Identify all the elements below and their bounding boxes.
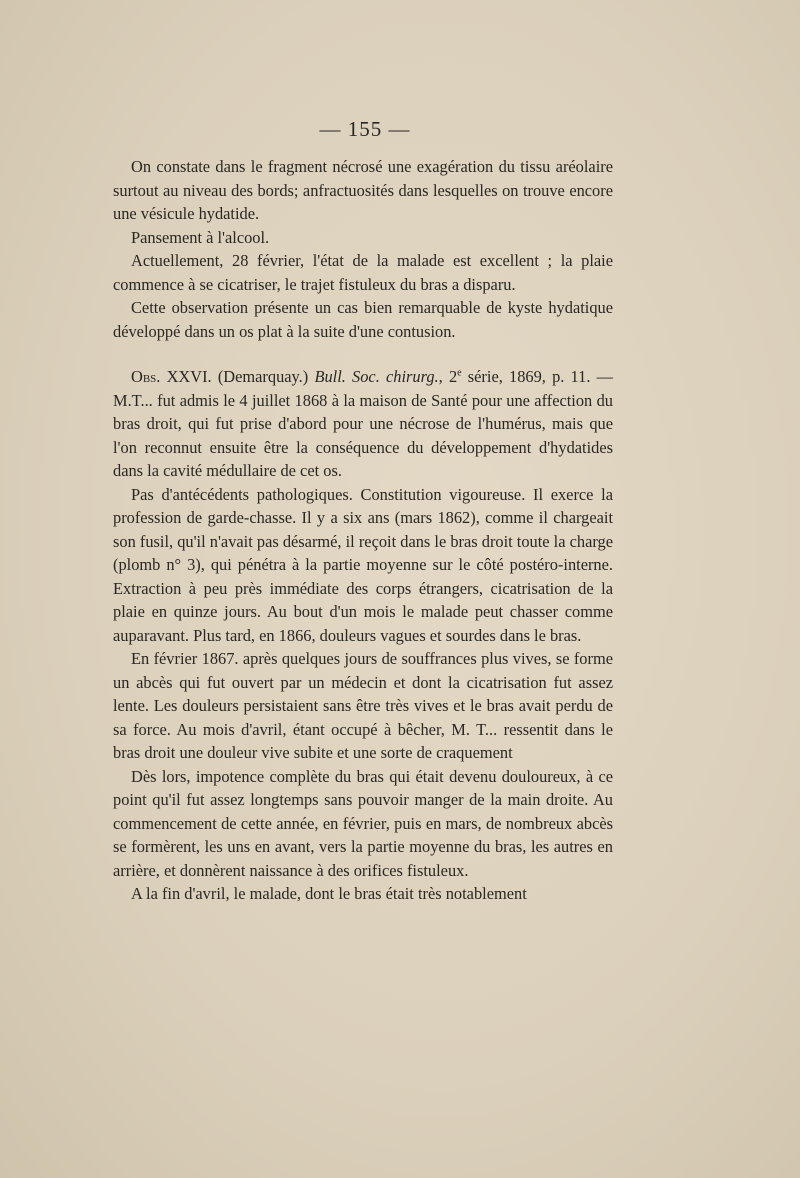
obs-series-pre: , 2: [438, 367, 458, 386]
body-text: [113, 155, 613, 906]
paragraph-impotence: Dès lors, impotence complète du bras qui était devenu douloureux, à ce point qu'il fut assez longtemps sans pouvoir manger de la main droite. Au commencement de cette année, en février, puis en mars, de nombreux abcès se formèrent, les uns en avant, vers la partie moyenne du bras, les autres en arrière, et donnèrent naissance à des orifices fistuleux.: [113, 766, 613, 880]
obs-series-post: série, 1869, p. 11. — M.T... fut admis le 4 juillet 1868 à la maison de Santé pour une affection du bras droit, qui fut prise d'abord pour une nécrose de l'humérus, mais que l'on reconnut ensuite être la conséquence du développement d'hydatides dans la cavité médullaire de cet os.: [113, 367, 614, 480]
obs-label: Obs.: [131, 367, 161, 386]
obs-journal: Bull. Soc. chirurg.: [314, 367, 439, 386]
paragraph-antecedents: Pas d'antécédents pathologiques. Constitution vigoureuse. Il exerce la profession de garde-chasse. Il y a six ans (mars 1862), comme il chargeait son fusil, qu'il n'avait pas désarmé, il reçoit dans le bras droit toute la charge (plomb n° 3), qui pénétra à la partie moyenne sur le côté postéro-interne. Extraction à peu près immédiate des corps étrangers, cicatrisation de la plaie en quinze jours. Au bout d'un mois le malade peut chasser comme auparavant. Plus tard, en 1866, douleurs vagues et sourdes dans le bras.: [113, 484, 613, 645]
obs-number: XXVI. (Demarquay.): [160, 367, 315, 386]
obs-series-sup: e: [457, 367, 462, 379]
observation-header-paragraph: [113, 365, 613, 483]
paragraph-dressing: Pansement à l'alcool.: [131, 227, 270, 247]
page-number: — 155 —: [319, 117, 411, 141]
paragraph-end-of-april: A la fin d'avril, le malade, dont le bras était très notablement: [131, 884, 527, 903]
paragraph-february-1867: En février 1867. après quelques jours de souffrances plus vives, se forme un abcès qui fut ouvert par un médecin et dont la cicatrisation fut assez lente. Les douleurs persistaient sans être très vives et le bras avait perdu de sa force. Au mois d'avril, étant occupé à bêcher, M. T... ressentit dans le bras droit une douleur vive subite et une sorte de craquement: [113, 649, 613, 762]
paragraph-current-state: Actuellement, 28 février, l'état de la malade est excellent ; la plaie commence à se cicatriser, le trajet fistuleux du bras a disparu.: [113, 251, 613, 294]
paragraph-necrosed-fragment: On constate dans le fragment nécrosé une exagération du tissu aréolaire surtout au niveau des bords; anfractuosités dans lesquelles on trouve encore une vésicule hydatide.: [113, 157, 613, 223]
paragraph-remarkable-case: Cette observation présente un cas bien remarquable de kyste hydatique développé dans un os plat à la suite d'une contusion.: [113, 298, 613, 341]
